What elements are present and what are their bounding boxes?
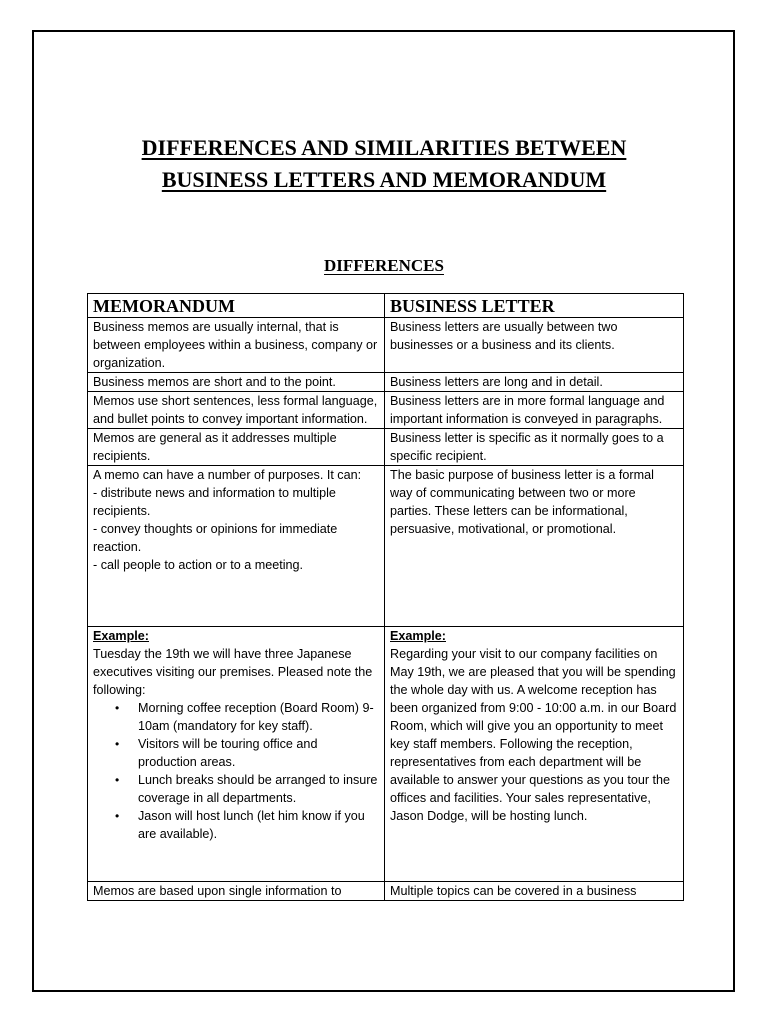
letter-cell: Business letter is specific as it normally goes to a specific recipient. (385, 429, 684, 466)
bullet-icon: • (115, 809, 120, 823)
memo-example-cell (88, 627, 385, 882)
letter-cell: Business letters are long and in detail. (385, 373, 684, 392)
list-item (93, 771, 379, 807)
memo-cell: Memos use short sentences, less formal language, and bullet points to convey important information. (88, 392, 385, 429)
letter-cell: Business letters are usually between two businesses or a business and its clients. (385, 318, 684, 373)
document-title (0, 132, 768, 196)
memo-purpose-line: - call people to action or to a meeting. (93, 558, 304, 572)
bullet-text: Lunch breaks should be arranged to insure coverage in all departments. (138, 773, 378, 805)
letter-cell: The basic purpose of business letter is a formal way of communicating between two or more parties. These letters can be informational, persuasive, motivational, or promotional. (385, 466, 684, 627)
table-header-row (88, 294, 684, 318)
differences-table (87, 293, 684, 901)
bullet-icon: • (115, 737, 120, 751)
table-row (88, 318, 684, 373)
bullet-icon: • (115, 701, 120, 715)
bullet-text: Visitors will be touring office and production areas. (138, 737, 318, 769)
memo-example-bullet-list (93, 699, 379, 843)
bullet-text: Morning coffee reception (Board Room) 9-10am (mandatory for key staff). (138, 701, 374, 733)
letter-example-cell (385, 627, 684, 882)
bullet-text: Jason will host lunch (let him know if you are available). (138, 809, 365, 841)
list-item (93, 807, 379, 843)
memo-example-intro: Tuesday the 19th we will have three Japanese executives visiting our premises. Pleased note the following: (93, 647, 373, 697)
memo-cell: Memos are based upon single information to (88, 882, 385, 901)
memo-purpose-line: - convey thoughts or opinions for immediate reaction. (93, 522, 338, 554)
table-row (88, 392, 684, 429)
title-line-1: DIFFERENCES AND SIMILARITIES BETWEEN (141, 135, 627, 160)
table-row (88, 882, 684, 901)
table-row (88, 466, 684, 627)
column-header-memorandum: MEMORANDUM (88, 294, 385, 318)
memo-cell: Memos are general as it addresses multiple recipients. (88, 429, 385, 466)
memo-example-label: Example: (93, 629, 149, 643)
memo-cell: Business memos are short and to the point. (88, 373, 385, 392)
letter-example-text: Regarding your visit to our company facilities on May 19th, we are pleased that you will be spending the whole day with us. A welcome reception has been organized from 9:00 - 10:00 a.m. in our Board Room, which will give you an opportunity to meet key staff members. Following the reception, representatives from each department will be available to answer your questions as you tour the offices and facilities. Your sales representative, Jason Dodge, will be hosting lunch. (390, 647, 677, 823)
bullet-icon: • (115, 773, 120, 787)
section-heading: DIFFERENCES (324, 256, 444, 275)
memo-cell (88, 466, 385, 627)
memo-cell: Business memos are usually internal, that is between employees within a business, company or organization. (88, 318, 385, 373)
title-line-2: BUSINESS LETTERS AND MEMORANDUM (161, 167, 607, 192)
letter-example-label: Example: (390, 629, 446, 643)
memo-purpose-line: - distribute news and information to multiple recipients. (93, 486, 336, 518)
table-row (88, 373, 684, 392)
table-row (88, 627, 684, 882)
letter-cell: Multiple topics can be covered in a business (385, 882, 684, 901)
column-header-business-letter: BUSINESS LETTER (385, 294, 684, 318)
table-row (88, 429, 684, 466)
letter-cell: Business letters are in more formal language and important information is conveyed in paragraphs. (385, 392, 684, 429)
list-item (93, 735, 379, 771)
list-item (93, 699, 379, 735)
memo-purpose-line: A memo can have a number of purposes. It can: (93, 468, 362, 482)
